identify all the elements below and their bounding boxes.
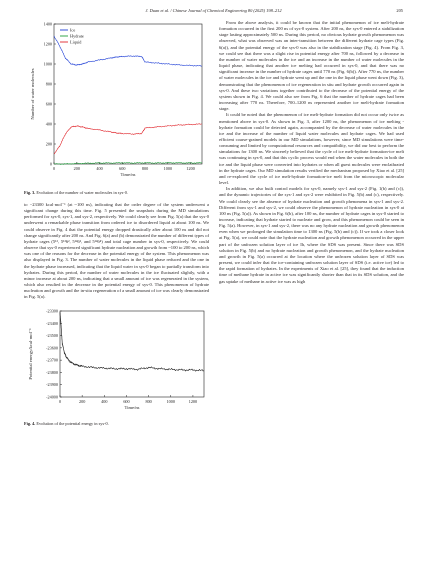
y-tick-label: -23900 [46, 381, 58, 387]
y-axis-label: Number of water molecules [30, 68, 35, 120]
water-molecules-chart [24, 20, 209, 188]
y-axis-label: Potential energy/kcal·mol⁻¹ [28, 327, 33, 380]
x-tick-label: 1200 [186, 166, 195, 171]
right-paragraph-1: From the above analysis, it could be known that the initial phenomenon of ice melt-hydrate formation occurred in the first 200 ns of sys-0 system. After 200 ns, the sys-0 entered a stabilization stage lasting approximately 500 ns. During this period, no obvious hydrate growth phenomenon was observed, what was observed was an inter-transition between the different hydrate cage types (Fig. 6(a)), and the potential energy of the sys-0 was also in the stabilization stage (Fig. 4). From Fig. 3, we could see that there was a slight rise in potential energy after 700 ns, followed by a decrease in the number of water molecules in the ice and an increase in the number of water molecules in the liquid phase, indicating that another ice melting had occurred in sys-0, and that there was no significant increase in the number of hydrate cages until 770 ns (Fig. 6(b)). After 770 ns, the number of water molecules in the ice and hydrate went up and the one in the liquid phase went down (Fig. 3), demonstrating that the phenomenon of ice regeneration in situ and hydrate growth occurred again in sys-0. And these two variations together contributed to the decrease of the potential energy of the system shown in Fig. 4. We could also see from Fig. 6 that the number of hydrate cages had been increasing after 770 ns. Therefore, 700–1200 ns represented another ice melt-hydrate formation stage. [219, 20, 404, 112]
x-tick-label: 400 [101, 398, 108, 404]
potential-energy-chart [24, 307, 209, 419]
y-tick-label: 200 [45, 141, 52, 147]
running-head [24, 8, 403, 17]
figure-4-caption [24, 421, 209, 427]
legend-label-liquid: Liquid [70, 39, 82, 45]
right-paragraph-3: In addition, we also built control models for sys-0, namely sys-1 and sys-2 (Fig. 1(b) and (c)), and the dynamic trajectories of the sys-1 and sys-2 were exhibited in Fig. 5(b) and (c), respectively. We could clearly see the absence of hydrate nucleation and growth phenomena in sys-1 and sys-2. Different from sys-1 and sys-2, we could observe the phenomenon of hydrate nucleation in sys-0 at 100 ns (Fig. 5(a)). As shown in Fig. 6(b), after 100 ns, the number of hydrate cages in sys-0 started to increase, indicating that hydrate started to nucleate and grow, and this phenomenon could be seen in Fig. 5(a). However, in sys-1 and sys-2, there was no any hydrate nucleation and growth phenomenon even when we prolonged the simulation time to 1300 ns (Fig. 5(b) and (c)). If we took a closer look at Fig. 5(a), we could note that the hydrate nucleation and growth phenomenon occurred in the upper part of the unfrozen solution layer of ice Ih, where the SDS was present. Since there was SDS solution in Fig. 5(b) and no hydrate nucleation and growth phenomenon, and the hydrate nucleation and growth in Fig. 5(a) occurred at the location where the unfrozen solution layer of SDS was present, we could infer that the ice-containing unfrozen solution layer of SDS (i.e. active ice) led to the rapid formation of hydrates. In the experiments of Xiao et al. [25], they found that the induction time of methane hydrate in active ice was significantly shorter than that in its SDS solution, and the gas uptake of methane in active ice was as high [219, 186, 404, 284]
x-tick-label: 800 [141, 166, 149, 171]
y-tick-label: 1200 [43, 41, 52, 47]
legend-label-hydrate: Hydrate [70, 33, 84, 39]
x-tick-label: 1000 [163, 166, 173, 171]
x-tick-label: 1200 [188, 398, 198, 404]
x-tick-label: 200 [73, 166, 80, 171]
y-tick-label: 400 [45, 121, 52, 127]
x-tick-label: 1000 [166, 398, 175, 404]
y-tick-label: -23300 [46, 308, 58, 313]
figure-3 [24, 20, 209, 196]
y-tick-label: -23800 [46, 369, 58, 375]
x-axis-label: Time/ns [120, 172, 136, 177]
y-tick-label: -24000 [46, 394, 58, 399]
y-tick-label: -23500 [46, 332, 58, 338]
x-tick-label: 800 [145, 398, 152, 404]
x-tick-label: 600 [119, 166, 126, 171]
y-tick-label: 600 [45, 101, 52, 107]
figure-3-label: Fig. 3. [24, 190, 36, 195]
y-tick-label: 1000 [43, 61, 52, 67]
x-tick-label: 0 [58, 398, 62, 404]
figure-4 [24, 307, 209, 427]
x-tick-label: 0 [52, 166, 56, 171]
legend-label-ice: Ice [70, 27, 76, 33]
series-line-liquid [54, 124, 202, 154]
x-tick-label: 200 [79, 398, 86, 404]
right-paragraph-2: It could be noted that the phenomenon of ice melt-hydrate formation did not occur only twice as mentioned above in sys-0. As shown in Fig. 3, after 1200 ns, the phenomenon of ice melting - hydrate formation could be detected again, accompanied by the decrease of water molecules in the ice and the increase of the number of liquid water molecules and hydrate cages. We had used efficient coarse-grained models in our MD simulations, however, since MD simulations were time-consuming and limited by computational resources and compatibility, we did our best to perform the simulations for 1300 ns. We sincerely believed that the cycle of ice melt-hydrate formation-ice melt was continuing in sys-0, and that this cyclic process would end when the water molecules in both the ice and the liquid phase were converted into hydrates or when all guest molecules were enclathrated in the hydrate cages. Our MD simulation results verified the mechanism proposed by Xiao et al. [25] and re-explored the cycle of ice melt-hydrate formation-ice melt from the microscopic molecular level. [219, 112, 404, 186]
y-tick-label: 1400 [43, 21, 52, 27]
y-tick-label: -23600 [46, 344, 58, 350]
figure-3-caption [24, 190, 209, 196]
plot-frame [60, 311, 204, 397]
left-column [24, 20, 209, 427]
figure-4-label: Fig. 4. [24, 420, 36, 426]
figure-4-text: Evolution of the potential energy in sys-0. [36, 420, 109, 426]
y-tick-label: 800 [45, 81, 52, 87]
y-tick-label: -23400 [46, 320, 58, 326]
y-tick-label: 0 [49, 161, 52, 167]
plot-frame [54, 24, 202, 164]
x-tick-label: 400 [96, 166, 103, 171]
running-title: J. Duan et al. / Chinese Journal of Chemical Engineering 80 (2025) 198–212 [145, 8, 282, 13]
left-paragraph-1: to −23300 kcal·mol⁻¹ (at ~100 ns), indicating that the order degree of the system underwent a significant change during this time. Fig. 5 presented the snapshots during the MD simulations performed for sys-0, sys-1, and sys-2, respectively. We could clearly see from Fig. 5(a) that the sys-0 underwent a remarkable phase transition from ordered ice to disordered liquid at about 100 ns. We could observe in Fig. 4 that the potential energy dropped drastically after about 100 ns and did not change significantly after 200 ns. And Fig. 6(a) and (b) demonstrated the number of different types of hydrate cages (5¹², 5¹²6², 5¹²6³, and 5¹²6⁴) and total cage number in sys-0, respectively. We could observe that sys-0 experienced significant hydrate nucleation and growth from ~100 to 200 ns, which was one of the reasons for the decrease in the potential energy of the system. This phenomenon was also displayed in Fig. 3. The number of water molecules in the liquid phase reduced and the one in the hydrate phase increased, indicating that the liquid water in sys-0 began to partially transform into hydrates. During this period, the number of water molecules in the ice fluctuated slightly, with a minor increase at about 200 ns, indicating that a small amount of ice was regenerated in the system, which also resulted in the decrease in the potential energy of sys-0. This phenomenon of hydrate nucleation and growth and the in-situ regeneration of a small amount of ice was clearly demonstrated in Fig. 5(a). [24, 202, 209, 300]
right-column [219, 20, 404, 285]
page-number: 205 [396, 8, 403, 13]
x-tick-label: 600 [123, 398, 130, 404]
figure-3-text: Evolution of the number of water molecules in sys-0. [36, 190, 128, 195]
y-tick-label: -23700 [46, 357, 58, 363]
x-axis-label: Time/ns [124, 404, 140, 410]
series-line [60, 312, 204, 371]
